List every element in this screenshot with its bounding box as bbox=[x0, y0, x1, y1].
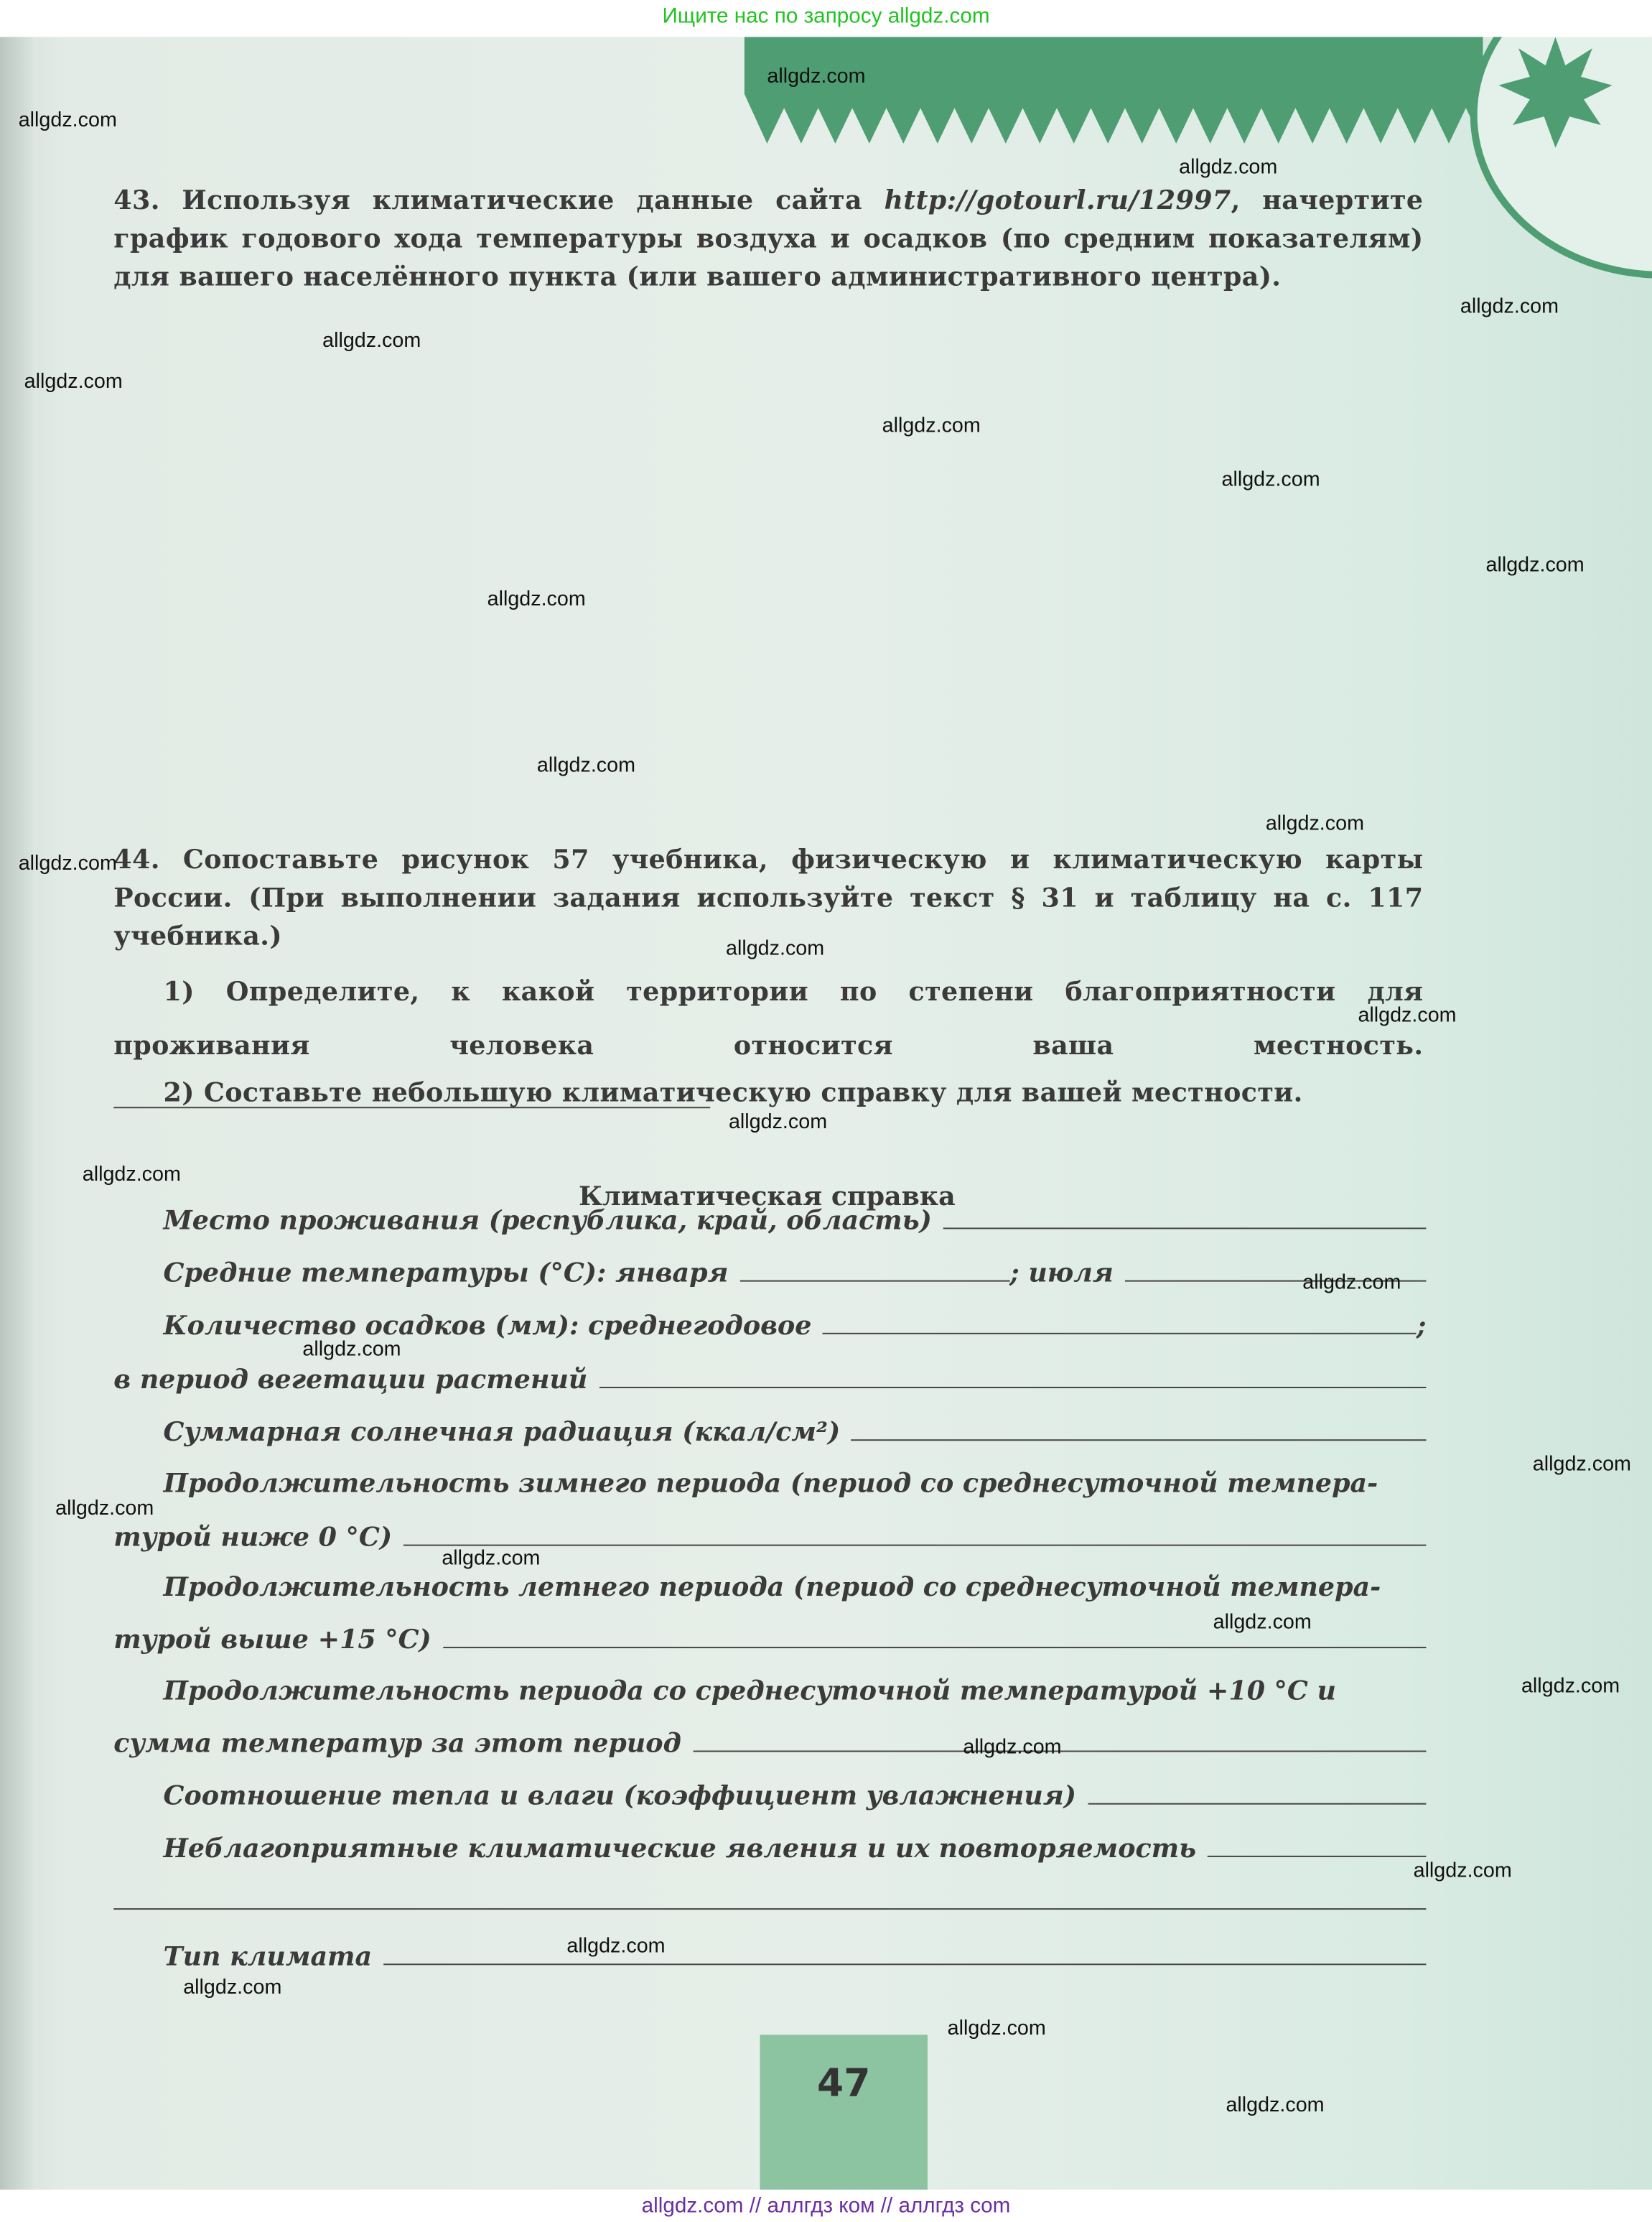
answer-line[interactable] bbox=[943, 1226, 1427, 1229]
answer-line-january[interactable] bbox=[739, 1279, 1009, 1282]
watermark: allgdz.com bbox=[82, 1163, 181, 1187]
watermark: allgdz.com bbox=[536, 754, 636, 778]
answer-line[interactable] bbox=[1208, 1854, 1426, 1857]
task-text: , начертите график годового хода температуры воздуха и осадков (по средним показателям) для вашего населённого пункта (или вашего административного центра). bbox=[113, 186, 1424, 293]
watermark: allgdz.com bbox=[1413, 1859, 1512, 1883]
field-summer bbox=[113, 1566, 1426, 1602]
field-label: Место проживания (республика, край, область) bbox=[163, 1206, 932, 1237]
watermark: allgdz.com bbox=[947, 2017, 1046, 2041]
field-period-10-cont bbox=[113, 1722, 1426, 1759]
watermark: allgdz.com bbox=[55, 1497, 154, 1520]
field-label: Тип климата bbox=[163, 1942, 373, 1973]
task-number: 43. bbox=[113, 186, 160, 216]
watermark: allgdz.com bbox=[566, 1935, 666, 1958]
field-adverse-extra bbox=[113, 1880, 1426, 1917]
watermark: allgdz.com bbox=[1226, 2094, 1325, 2117]
field-winter-cont bbox=[113, 1516, 1426, 1553]
field-label: ; июля bbox=[1009, 1258, 1114, 1289]
watermark: allgdz.com bbox=[442, 1547, 541, 1571]
watermark: allgdz.com bbox=[487, 588, 586, 611]
field-temperatures bbox=[113, 1252, 1426, 1288]
field-moisture bbox=[113, 1775, 1426, 1811]
watermark: allgdz.com bbox=[1358, 1004, 1457, 1028]
field-period-10 bbox=[113, 1670, 1426, 1706]
field-label: Средние температуры (°C): января bbox=[163, 1258, 729, 1289]
watermark: allgdz.com bbox=[183, 1976, 282, 1999]
star-icon bbox=[1498, 37, 1612, 150]
field-climate-type bbox=[113, 1935, 1426, 1972]
watermark: allgdz.com bbox=[728, 1111, 828, 1134]
task-number: 44. bbox=[113, 845, 160, 875]
watermark: allgdz.com bbox=[1460, 295, 1559, 319]
watermark: allgdz.com bbox=[1213, 1611, 1312, 1635]
watermark: allgdz.com bbox=[1521, 1675, 1620, 1698]
answer-line[interactable] bbox=[403, 1543, 1427, 1546]
field-label: Соотношение тепла и влаги (коэффициент увлажнения) bbox=[163, 1782, 1076, 1812]
question-text: 1) Определите, к какой территории по степени благоприятности для проживания человека относится ваша местность. bbox=[113, 977, 1424, 1061]
watermark: allgdz.com bbox=[726, 937, 825, 961]
page-spine bbox=[0, 37, 37, 2189]
answer-line[interactable] bbox=[443, 1645, 1427, 1648]
task-text: Сопоставьте рисунок 57 учебника, физическую и климатическую карты России. (При выполнении задания используйте текст § 31 и таблицу на с. 117 учебника.) bbox=[113, 845, 1424, 952]
field-label: Суммарная солнечная радиация (ккал/см²) bbox=[163, 1418, 841, 1449]
field-winter bbox=[113, 1462, 1426, 1499]
question-2: 2) Составьте небольшую климатическую справку для вашей местности. bbox=[163, 1078, 1303, 1109]
answer-line[interactable] bbox=[851, 1438, 1426, 1441]
answer-line[interactable] bbox=[1088, 1802, 1427, 1805]
field-vegetation bbox=[113, 1358, 1426, 1395]
field-label: Продолжительность летнего периода (период со среднесуточной темпера- bbox=[163, 1573, 1381, 1603]
watermark: allgdz.com bbox=[882, 414, 981, 438]
field-label: турой выше +15 °C) bbox=[113, 1625, 431, 1655]
watermark: allgdz.com bbox=[1302, 1271, 1401, 1295]
zigzag-banner-decoration bbox=[745, 37, 1483, 164]
watermark: allgdz.com bbox=[322, 330, 421, 353]
answer-line[interactable] bbox=[823, 1331, 1417, 1334]
watermark: allgdz.com bbox=[24, 371, 123, 394]
watermark: allgdz.com bbox=[1179, 156, 1278, 180]
task-43 bbox=[113, 182, 1423, 297]
watermark: allgdz.com bbox=[18, 109, 117, 133]
footer-links[interactable]: allgdz.com // аллгдз ком // аллгдз com bbox=[0, 2191, 1652, 2222]
watermark: allgdz.com bbox=[1485, 554, 1585, 577]
task-text: Используя климатические данные сайта bbox=[182, 186, 862, 216]
field-label: Неблагоприятные климатические явления и их повторяемость bbox=[163, 1834, 1197, 1864]
watermark: allgdz.com bbox=[1532, 1454, 1631, 1477]
task-url[interactable]: http://gotourl.ru/12997 bbox=[884, 186, 1231, 216]
form-title: Климатическая справка bbox=[579, 1182, 956, 1212]
field-label: сумма температур за этот период bbox=[113, 1729, 681, 1760]
watermark: allgdz.com bbox=[767, 65, 866, 88]
watermark: allgdz.com bbox=[302, 1338, 401, 1362]
field-label: турой ниже 0 °C) bbox=[113, 1523, 393, 1553]
watermark: allgdz.com bbox=[1265, 812, 1364, 836]
field-label: Продолжительность зимнего периода (период со среднесуточной темпера- bbox=[163, 1469, 1378, 1500]
answer-line[interactable] bbox=[599, 1385, 1426, 1388]
watermark: allgdz.com bbox=[1221, 468, 1320, 492]
answer-line[interactable] bbox=[383, 1962, 1426, 1965]
field-label: ; bbox=[1416, 1311, 1427, 1342]
watermark: allgdz.com bbox=[18, 852, 117, 875]
field-label: в период вегетации растений bbox=[113, 1365, 588, 1395]
field-label: Количество осадков (мм): среднегодовое bbox=[163, 1311, 812, 1342]
top-banner[interactable]: Ищите нас по запросу allgdz.com bbox=[0, 0, 1652, 37]
answer-line[interactable] bbox=[113, 1907, 1426, 1910]
page-number: 47 bbox=[760, 2035, 927, 2190]
field-label: Продолжительность периода со среднесуточной температурой +10 °C и bbox=[163, 1676, 1336, 1707]
field-solar bbox=[113, 1411, 1426, 1448]
field-place bbox=[113, 1199, 1426, 1236]
field-adverse bbox=[113, 1827, 1426, 1864]
watermark: allgdz.com bbox=[963, 1736, 1062, 1760]
field-precipitation bbox=[113, 1304, 1426, 1341]
